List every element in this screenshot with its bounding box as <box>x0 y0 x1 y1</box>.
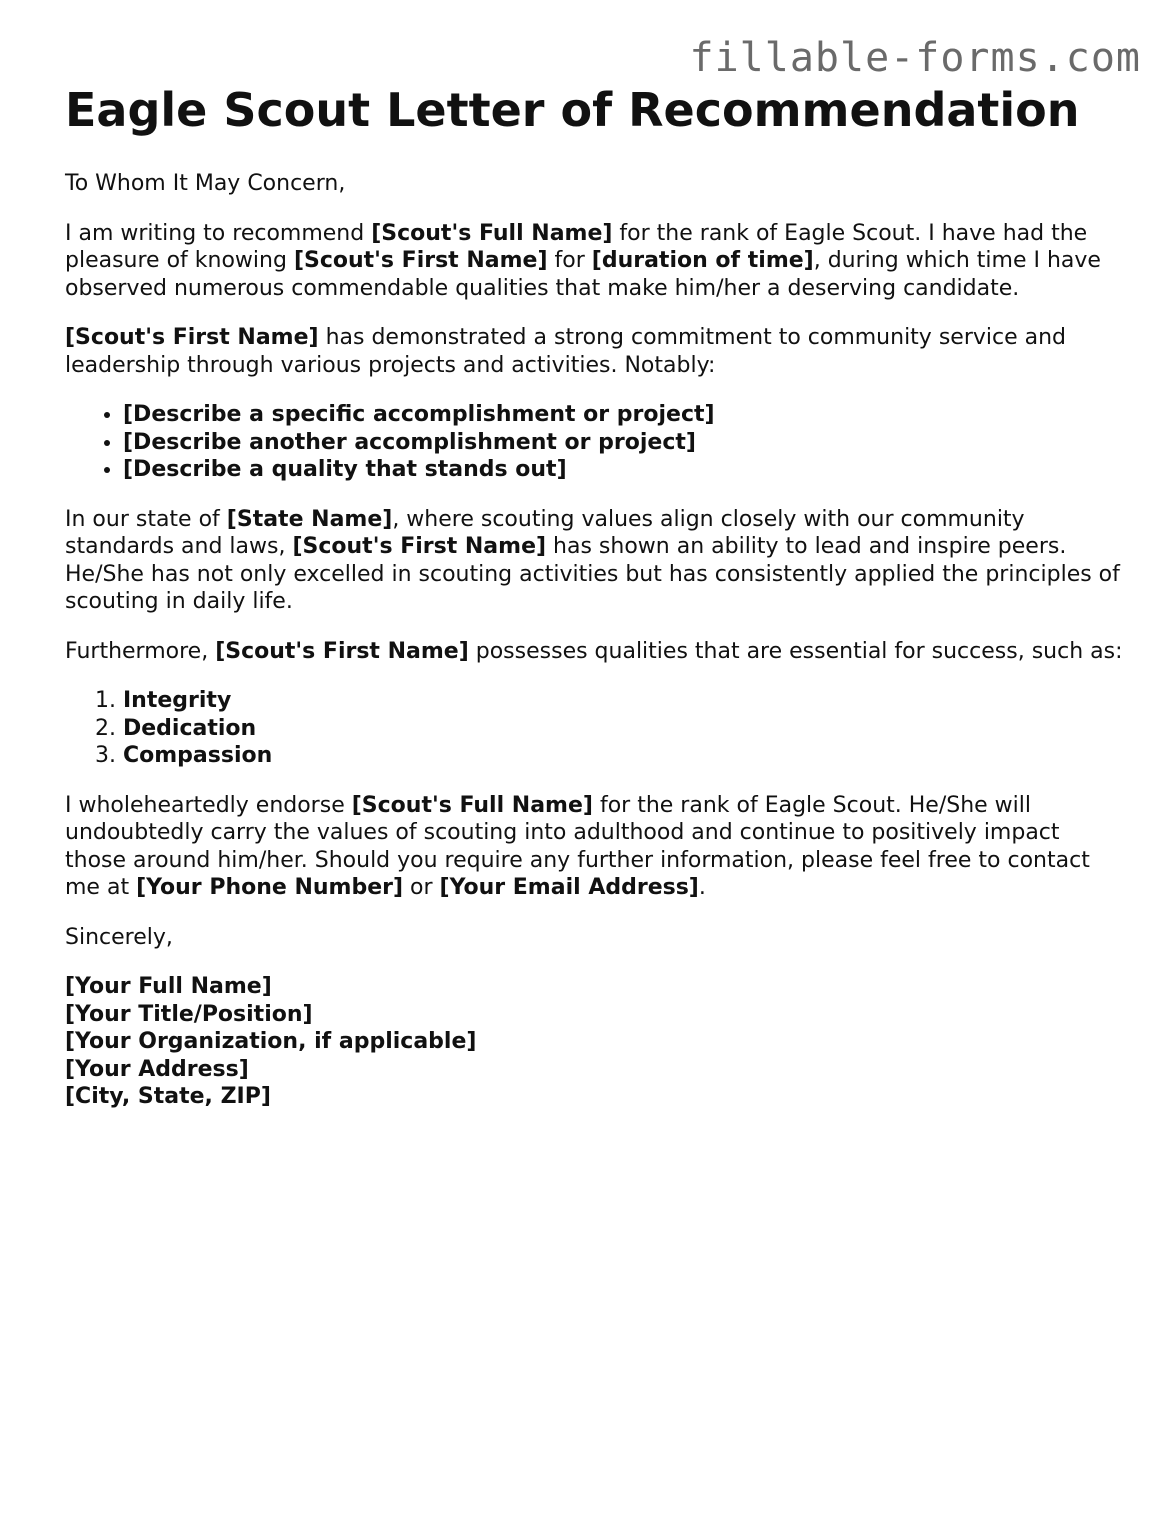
page-title: Eagle Scout Letter of Recommendation <box>65 83 1080 137</box>
accomplishments-list <box>65 401 1125 484</box>
field-scout-full-name: [Scout's Full Name] <box>371 220 613 246</box>
text: In our state of <box>65 506 227 532</box>
paragraph-qualities <box>65 638 1125 666</box>
text: , where scouting values align closely with our community standards and laws, <box>65 506 1025 559</box>
list-item: • [Describe a quality that stands out] <box>123 456 1125 484</box>
qualities-list <box>65 687 1125 770</box>
watermark: fillable-forms.com <box>689 35 1141 81</box>
field-scout-first-name: [Scout's First Name] <box>215 638 469 664</box>
field-scout-full-name: [Scout's Full Name] <box>351 792 593 818</box>
field-city-state-zip: [City, State, ZIP] <box>65 1084 271 1109</box>
closing: Sincerely, <box>65 924 173 950</box>
field-state-name: [State Name] <box>226 506 393 532</box>
field-full-name: [Your Full Name] <box>65 974 272 999</box>
text: has demonstrated a strong commitment to community service and leadership through various projects and activities. Notably: <box>65 325 1067 378</box>
field-duration: [duration of time] <box>591 248 814 273</box>
field-phone-number: [Your Phone Number] <box>136 875 404 900</box>
text: has shown an ability to lead and inspire peers. He/She has not only excelled in scouting activities but has consistently applied the principles of scouting in daily life. <box>65 534 1120 614</box>
field-scout-first-name: [Scout's First Name] <box>293 248 548 273</box>
list-item: 3. Compassion <box>123 742 1125 770</box>
field-title-position: [Your Title/Position] <box>65 1001 313 1027</box>
text: possesses qualities that are essential for success, such as: <box>468 638 1123 664</box>
text: I wholeheartedly endorse <box>65 792 352 818</box>
letter-document <box>65 84 1125 1111</box>
field-scout-first-name: [Scout's First Name] <box>292 534 547 559</box>
list-item: • [Describe another accomplishment or project] <box>123 429 1125 457</box>
text: Furthermore, <box>65 638 216 664</box>
list-item: • [Describe a specific accomplishment or project] <box>123 401 1125 429</box>
field-address: [Your Address] <box>65 1056 249 1082</box>
list-item: 1. Integrity <box>123 687 1125 715</box>
text: for <box>547 248 592 273</box>
text: , during which time I have observed numerous commendable qualities that make him/her a deserving candidate. <box>65 248 1101 301</box>
text: or <box>403 875 440 900</box>
field-email-address: [Your Email Address] <box>439 875 699 900</box>
paragraph-intro <box>65 220 1125 303</box>
field-organization: [Your Organization, if applicable] <box>65 1029 477 1054</box>
list-item: 2. Dedication <box>123 715 1125 743</box>
text: for the rank of Eagle Scout. He/She will undoubtedly carry the values of scouting into adulthood and continue to positively impact those around him/her. Should you require any further information, please feel free to contact me at <box>65 792 1090 900</box>
paragraph-state <box>65 506 1125 616</box>
text: for the rank of Eagle Scout. I have had the pleasure of knowing <box>65 220 1088 273</box>
paragraph-endorsement <box>65 792 1125 902</box>
signature-block <box>65 973 1125 1111</box>
text: I am writing to recommend <box>65 220 372 246</box>
paragraph-service <box>65 324 1125 379</box>
text: . <box>698 875 706 900</box>
field-scout-first-name: [Scout's First Name] <box>65 325 319 350</box>
greeting: To Whom It May Concern, <box>65 171 346 196</box>
